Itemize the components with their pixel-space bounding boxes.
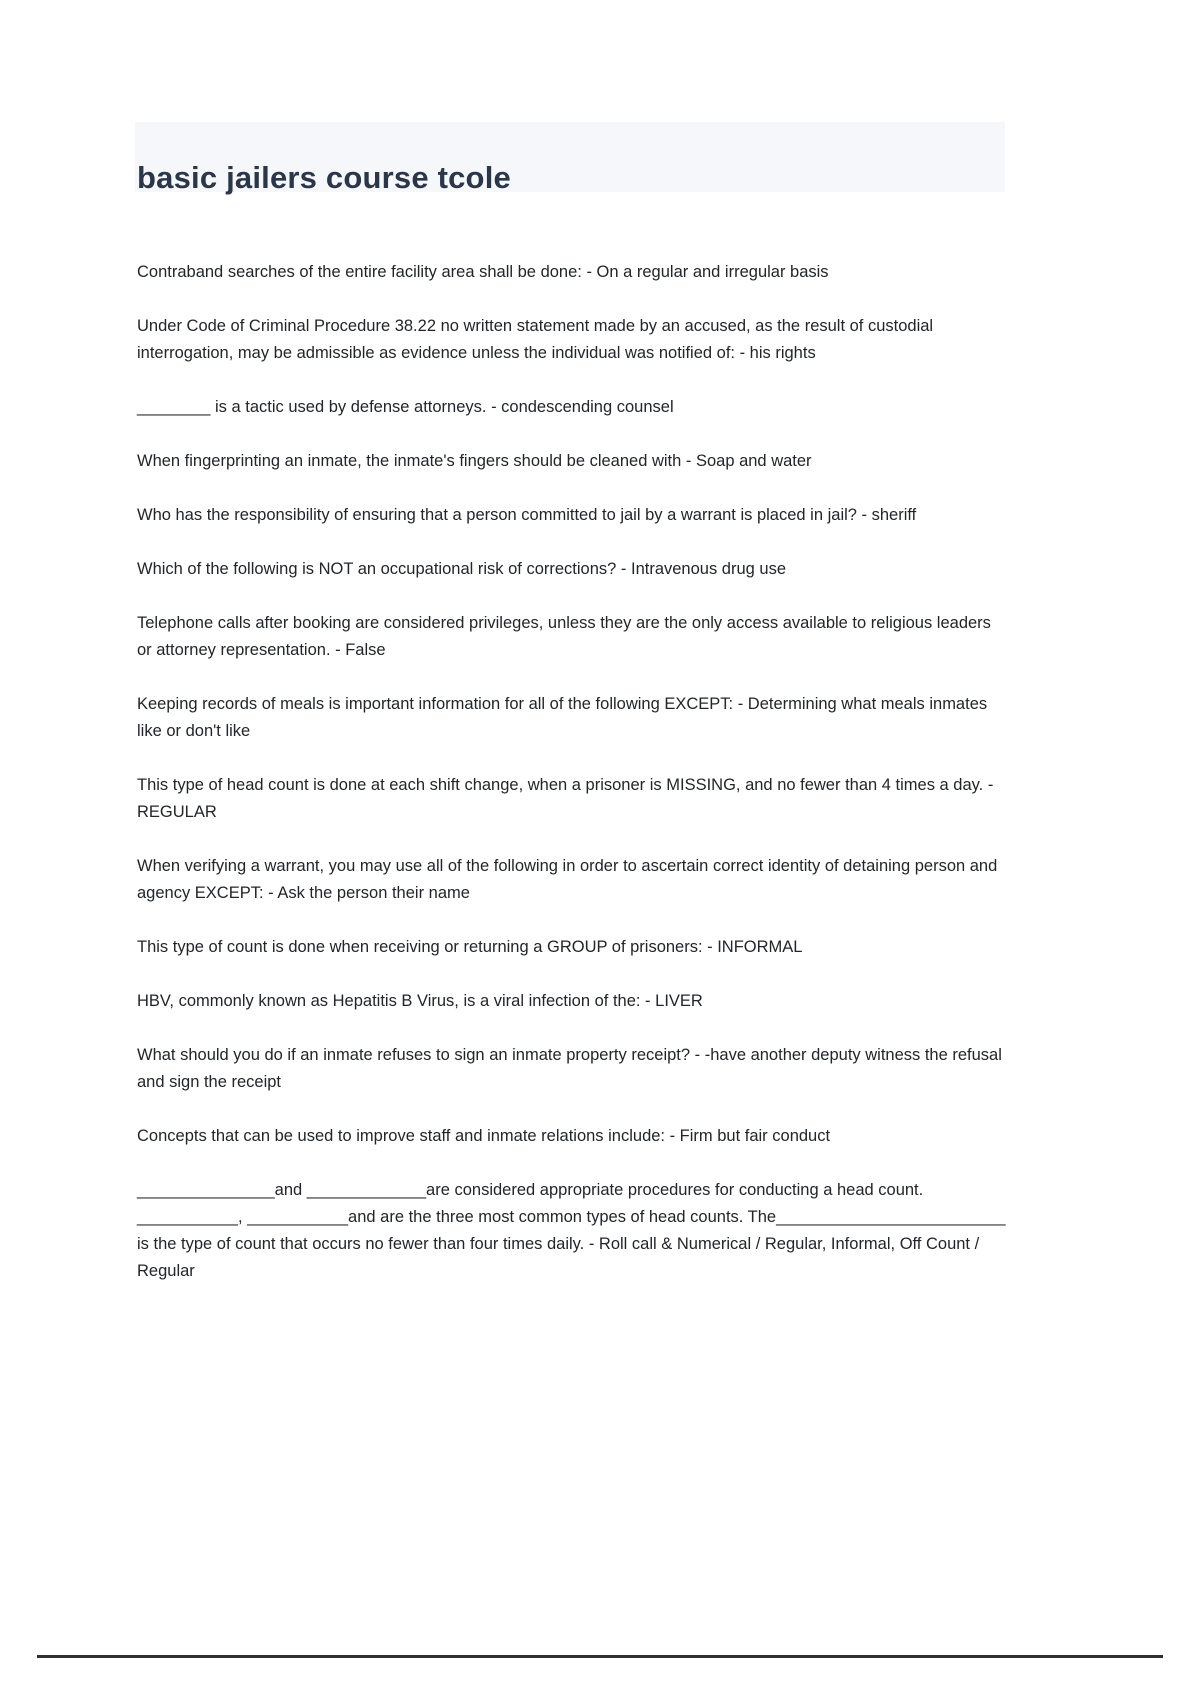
qa-block: This type of count is done when receiving or returning a GROUP of prisoners: - INFORMAL bbox=[137, 937, 803, 956]
qa-block: Under Code of Criminal Procedure 38.22 no written statement made by an accused, as the result of custodial interrogation, may be admissible as evidence unless the individual was notified of: - his rights bbox=[137, 316, 934, 362]
qa-block: Keeping records of meals is important information for all of the following EXCEPT: - Determining what meals inmates like or don't like bbox=[137, 694, 988, 740]
qa-block: _______________and _____________are considered appropriate procedures for conducting a head count. ___________, ___________and are the three most common types of head counts. The_________________________ is the type of count that occurs no fewer than four times daily. - Roll call & Numerical / Regular, Informal, Off Count / Regular bbox=[137, 1180, 1006, 1280]
qa-block: Who has the responsibility of ensuring that a person committed to jail by a warrant is placed in jail? - sheriff bbox=[137, 505, 917, 524]
qa-block: HBV, commonly known as Hepatitis B Virus, is a viral infection of the: - LIVER bbox=[137, 991, 703, 1010]
qa-block: Concepts that can be used to improve staff and inmate relations include: - Firm but fair conduct bbox=[137, 1126, 831, 1145]
qa-block: What should you do if an inmate refuses to sign an inmate property receipt? - -have another deputy witness the refusal and sign the receipt bbox=[137, 1045, 1002, 1091]
qa-block: ________ is a tactic used by defense attorneys. - condescending counsel bbox=[137, 397, 674, 416]
qa-block: Contraband searches of the entire facility area shall be done: - On a regular and irregular basis bbox=[137, 262, 829, 281]
qa-block: Telephone calls after booking are considered privileges, unless they are the only access available to religious leaders or attorney representation. - False bbox=[137, 613, 991, 659]
page-title: basic jailers course tcole bbox=[137, 159, 511, 195]
qa-block: This type of head count is done at each shift change, when a prisoner is MISSING, and no fewer than 4 times a day. - REGULAR bbox=[137, 775, 994, 821]
footer-divider bbox=[37, 1655, 1163, 1658]
qa-block: Which of the following is NOT an occupational risk of corrections? - Intravenous drug use bbox=[137, 559, 787, 578]
qa-block: When verifying a warrant, you may use all of the following in order to ascertain correct identity of detaining person and agency EXCEPT: - Ask the person their name bbox=[137, 856, 998, 902]
document-body bbox=[137, 242, 1009, 1285]
qa-block: When fingerprinting an inmate, the inmate's fingers should be cleaned with - Soap and water bbox=[137, 451, 812, 470]
